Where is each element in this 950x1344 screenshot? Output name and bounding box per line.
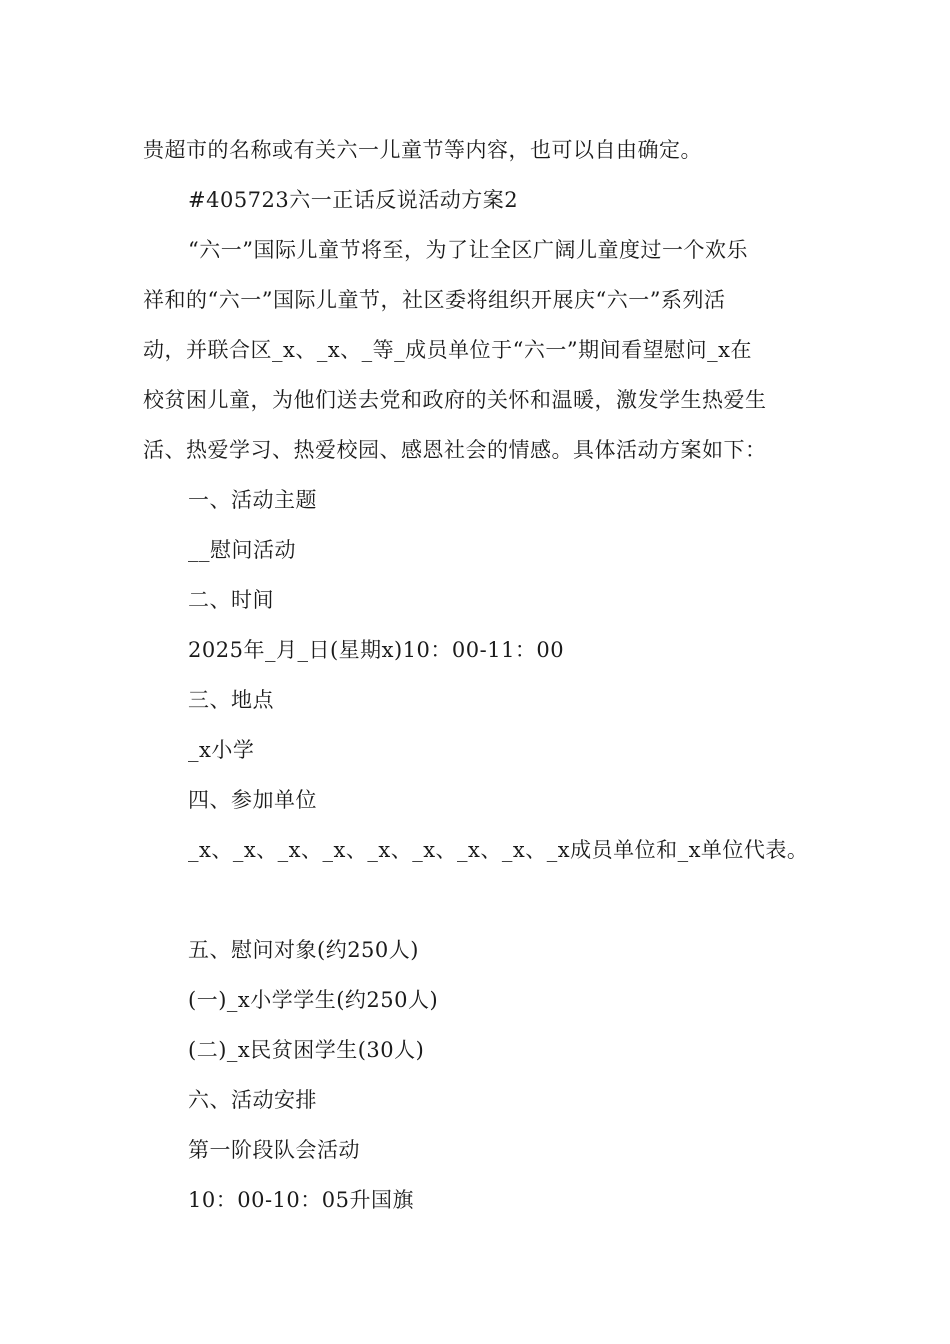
paragraph-line: (一)_x小学学生(约250人) [188,988,439,1012]
section-heading: 一、活动主题 [188,488,317,512]
paragraph-line: __慰问活动 [188,538,296,562]
paragraph-line: 校贫困儿童，为他们送去党和政府的关怀和温暖，激发学生热爱生 [143,388,767,412]
paragraph-line: _x、_x、_x、_x、_x、_x、_x、_x、_x成员单位和_x单位代表。 [188,838,809,862]
paragraph-line: 第一阶段队会活动 [188,1138,360,1162]
paragraph-line: 10：00-10：05升国旗 [188,1188,414,1212]
paragraph-line: _x小学 [188,738,255,762]
paragraph-line: (二)_x民贫困学生(30人) [188,1038,425,1062]
section-heading: 四、参加单位 [188,788,317,812]
paragraph-line: 贵超市的名称或有关六一儿童节等内容，也可以自由确定。 [143,138,702,162]
paragraph-line: 动，并联合区_x、_x、_等_成员单位于“六一”期间看望慰问_x在 [143,338,752,362]
section-heading: #405723六一正话反说活动方案2 [188,188,519,212]
paragraph-line: “六一”国际儿童节将至，为了让全区广阔儿童度过一个欢乐 [188,238,748,262]
paragraph-line: 祥和的“六一”国际儿童节，社区委将组织开展庆“六一”系列活 [143,288,726,312]
section-heading: 二、时间 [188,588,274,612]
section-heading: 六、活动安排 [188,1088,317,1112]
paragraph-line: 2025年_月_日(星期x)10：00-11：00 [188,638,565,662]
section-heading: 五、慰问对象(约250人) [188,938,419,962]
section-heading: 三、地点 [188,688,274,712]
paragraph-line: 活、热爱学习、热爱校园、感恩社会的情感。具体活动方案如下： [143,438,767,462]
